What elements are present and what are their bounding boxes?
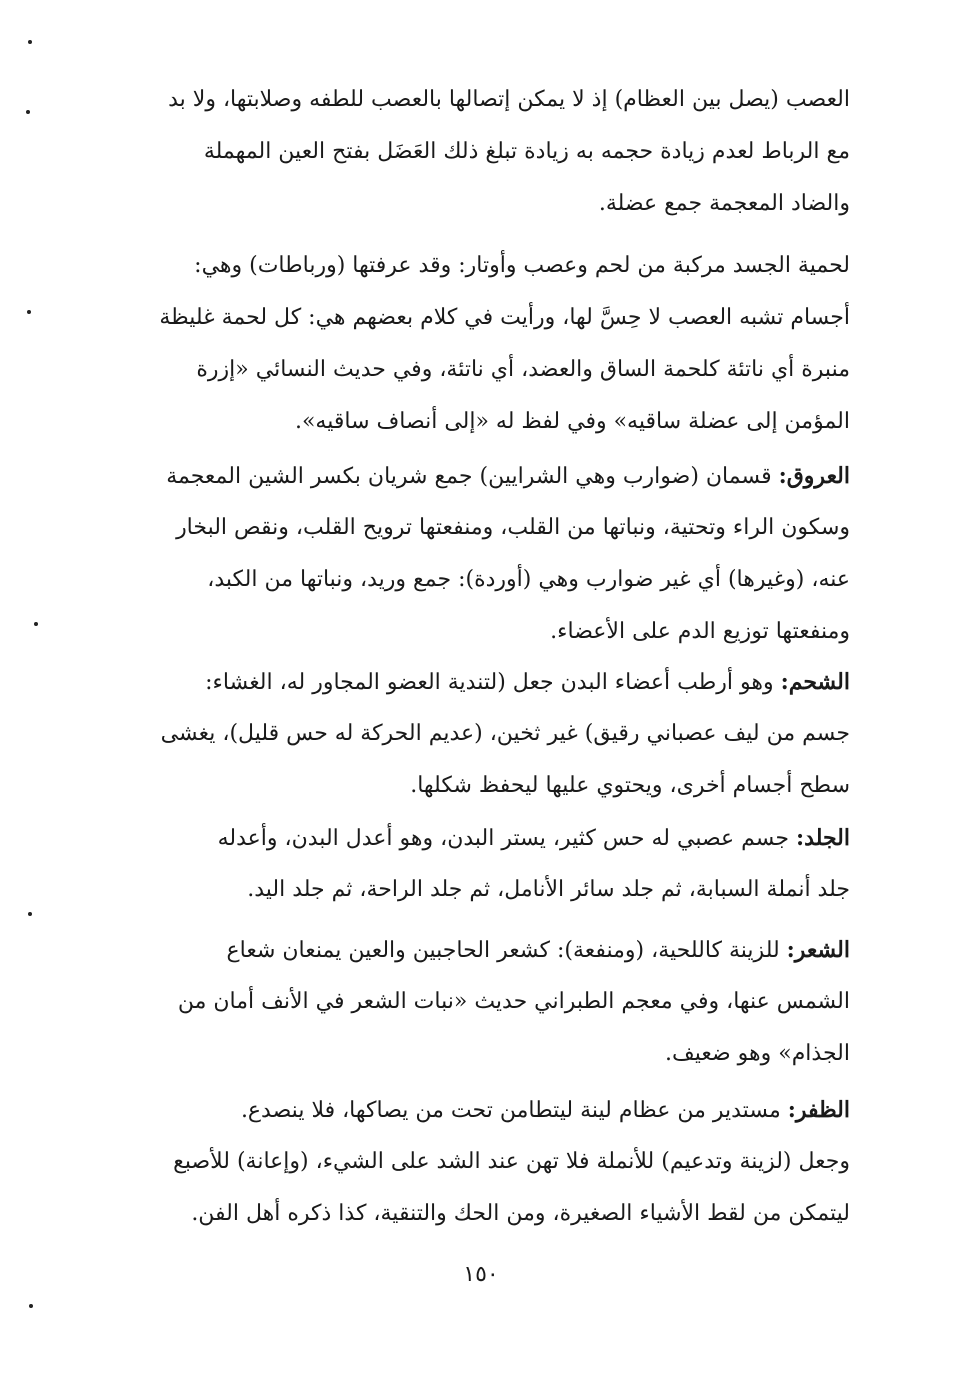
- text-line: لحمية الجسد مركبة من لحم وعصب وأوتار: وقد عرفتها (ورباطات) وهي:: [194, 253, 850, 278]
- paragraph-vessels: [150, 450, 850, 658]
- text-line: ليتمكن من لقط الأشياء الصغيرة، ومن الحك والتنقية، كذا ذكره أهل الفن.: [191, 1201, 850, 1226]
- text-line: جلد أنملة السبابة، ثم جلد سائر الأنامل، ثم جلد الراحة، ثم جلد اليد.: [247, 877, 850, 902]
- text-line: [150, 924, 850, 976]
- text-line: العصب (يصل بين العظام) إذ لا يمكن إتصالها بالعصب للطفه وصلابتها، ولا بد: [168, 87, 850, 112]
- line-text: مستدير من عظام لينة ليتطامن تحت من يصاكها، فلا ينصدع.: [240, 1098, 788, 1123]
- scan-speck: [28, 912, 32, 916]
- term-label: العروق:: [778, 463, 850, 489]
- paragraph-nail: [150, 1084, 850, 1240]
- text-line: والضاد المعجمة جمع عضلة.: [598, 191, 850, 216]
- paragraph-flesh: [150, 240, 850, 448]
- scan-speck: [29, 1304, 33, 1308]
- text-line: جسم من ليف عصباني رقيق) غير ثخين، (عديم الحركة له حس قليل)، يغشى: [160, 721, 850, 746]
- text-line: سطح أجسام أخرى، ويحتوي عليها ليحفظ شكلها.: [410, 773, 850, 798]
- text-line: وسكون الراء وتحتية، ونباتها من القلب، ومنفعتها ترويح القلب، ونقص البخار: [176, 515, 850, 540]
- text-line: [150, 450, 850, 502]
- page-number: ١٥٠: [463, 1262, 499, 1287]
- scan-speck: [27, 310, 31, 314]
- text-line: الجذام» وهو ضعيف.: [664, 1041, 850, 1066]
- text-line: ومنفعتها توزيع الدم على الأعضاء.: [550, 619, 850, 644]
- paragraph-skin: [150, 812, 850, 916]
- term-label: الظفر:: [787, 1097, 850, 1123]
- text-line: [150, 1084, 850, 1136]
- line-text: جسم عصبي له حس كثير، يستر البدن، وهو أعدل البدن، وأعدله: [217, 826, 797, 851]
- scan-speck: [28, 40, 32, 44]
- term-label: الشعر:: [786, 937, 850, 963]
- text-line: المؤمن إلى عضلة ساقيه» وفي لفظ له «إلى أنصاف ساقيه».: [294, 409, 850, 434]
- paragraph-fat: [150, 656, 850, 812]
- line-text: وهو أرطب أعضاء البدن جعل (لتندية العضو المجاور له، الغشاء:: [205, 670, 781, 695]
- scan-speck: [34, 622, 38, 626]
- line-text: للزينة كاللحية، (ومنفعة): كشعر الحاجبين والعين يمنعان شعاع: [226, 938, 787, 963]
- term-label: الشحم:: [780, 669, 850, 695]
- text-line: وجعل (لزينة وتدعيم) للأنملة فلا تهن عند الشد على الشيء، (وإعانة) للأصبع: [173, 1149, 850, 1174]
- line-text: قسمان (ضوارب وهي الشرايين) جمع شريان بكسر الشين المعجمة: [166, 464, 779, 489]
- text-line: مع الرباط لعدم زيادة حجمه به زيادة تبلغ ذلك العَضَل بفتح العين المهملة: [203, 139, 850, 164]
- paragraph-muscle: [150, 74, 850, 230]
- scan-speck: [26, 110, 30, 114]
- term-label: الجلد:: [796, 825, 850, 851]
- text-line: أجسام تشبه العصب لا حِسَّ لها، ورأيت في كلام بعضهم هي: كل لحمة غليظة: [159, 305, 850, 330]
- text-line: [150, 812, 850, 864]
- text-line: الشمس عنها، وفي معجم الطبراني حديث «نبات الشعر في الأنف أمان من: [177, 989, 850, 1014]
- text-line: عنه، (وغيرها) أي غير ضوارب وهي (أوردة): جمع وريد، ونباتها من الكبد،: [207, 567, 850, 592]
- paragraph-hair: [150, 924, 850, 1080]
- text-line: منبرة أي ناتئة كلحمة الساق والعضد، أي ناتئة، وفي حديث النسائي «إزرة: [196, 357, 850, 382]
- text-line: [150, 656, 850, 708]
